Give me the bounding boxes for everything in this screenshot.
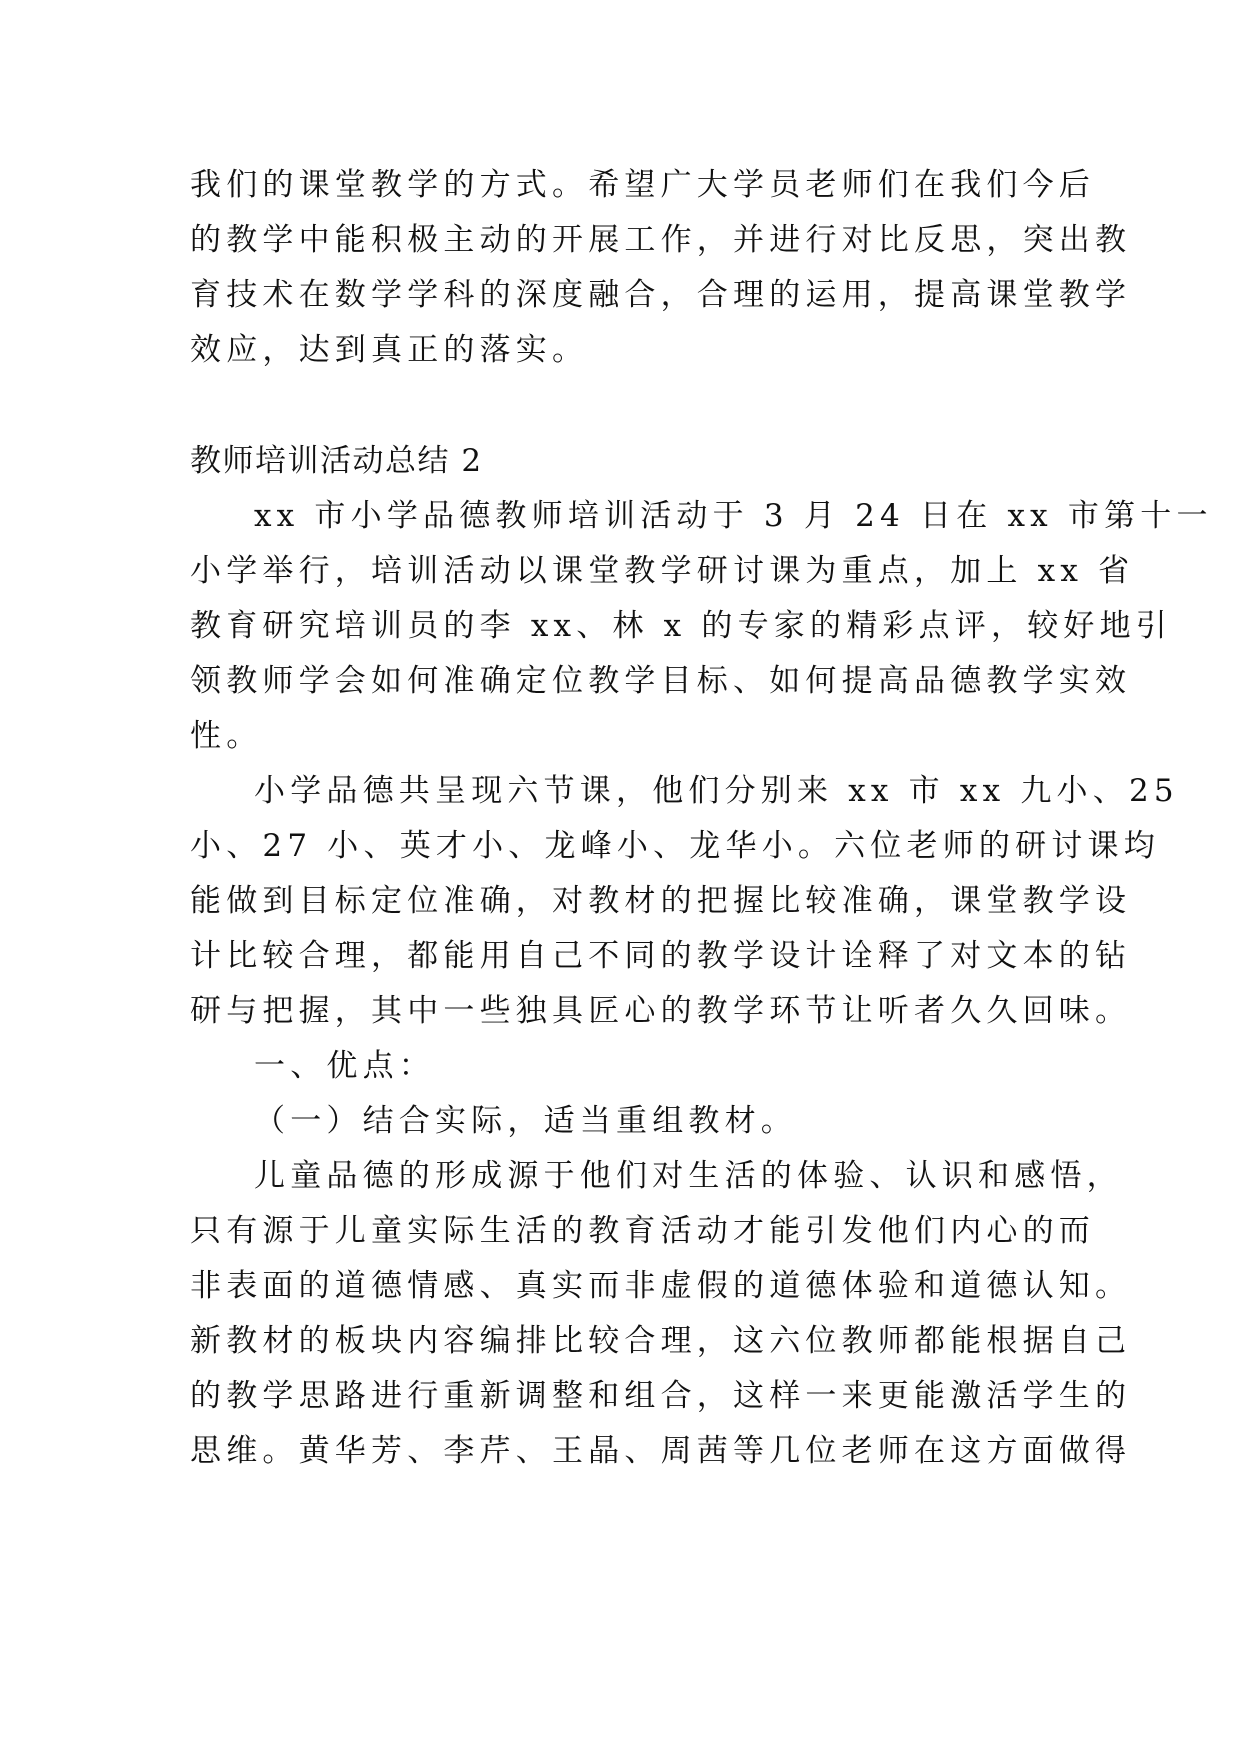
text-line: 小学品德共呈现六节课，他们分别来 xx 市 xx 九小、25	[254, 773, 1179, 809]
text-line: 能做到目标定位准确，对教材的把握比较准确，课堂教学设	[190, 883, 1132, 919]
text-line: 的教学思路进行重新调整和组合，这样一来更能激活学生的	[190, 1378, 1132, 1414]
section-title: 教师培训活动总结 2	[190, 443, 483, 479]
text-line: 小、27 小、英才小、龙峰小、龙华小。六位老师的研讨课均	[190, 828, 1160, 864]
text-line: 教育研究培训员的李 xx、林 x 的专家的精彩点评，较好地引	[190, 608, 1173, 644]
text-line: 计比较合理，都能用自己不同的教学设计诠释了对文本的钻	[190, 938, 1132, 974]
text-line: 领教师学会如何准确定位教学目标、如何提高品德教学实效	[190, 663, 1132, 699]
text-line: 非表面的道德情感、真实而非虚假的道德体验和道德认知。	[190, 1268, 1132, 1304]
text-line: 效应，达到真正的落实。	[190, 332, 589, 368]
text-line: 只有源于儿童实际生活的教育活动才能引发他们内心的而	[190, 1213, 1095, 1249]
text-line: 研与把握，其中一些独具匠心的教学环节让听者久久回味。	[190, 993, 1132, 1029]
document-body	[190, 158, 1213, 1479]
text-line: 的教学中能积极主动的开展工作，并进行对比反思，突出教	[190, 222, 1132, 258]
text-line: 小学举行，培训活动以课堂教学研讨课为重点，加上 xx 省	[190, 553, 1135, 589]
text-line: 儿童品德的形成源于他们对生活的体验、认识和感悟，	[254, 1158, 1123, 1194]
paragraph-gap	[190, 378, 1060, 434]
text-line: xx 市小学品德教师培训活动于 3 月 24 日在 xx 市第十一	[254, 498, 1213, 534]
text-line: 思维。黄华芳、李芹、王晶、周茜等几位老师在这方面做得	[190, 1433, 1132, 1469]
subheading-advantages: 一、优点：	[254, 1048, 435, 1084]
text-line: 性。	[190, 718, 263, 754]
subheading-point-one: （一）结合实际，适当重组教材。	[254, 1103, 797, 1139]
text-line: 我们的课堂教学的方式。希望广大学员老师们在我们今后	[190, 167, 1095, 203]
text-line: 育技术在数学学科的深度融合，合理的运用，提高课堂教学	[190, 277, 1132, 313]
text-line: 新教材的板块内容编排比较合理，这六位教师都能根据自己	[190, 1323, 1132, 1359]
